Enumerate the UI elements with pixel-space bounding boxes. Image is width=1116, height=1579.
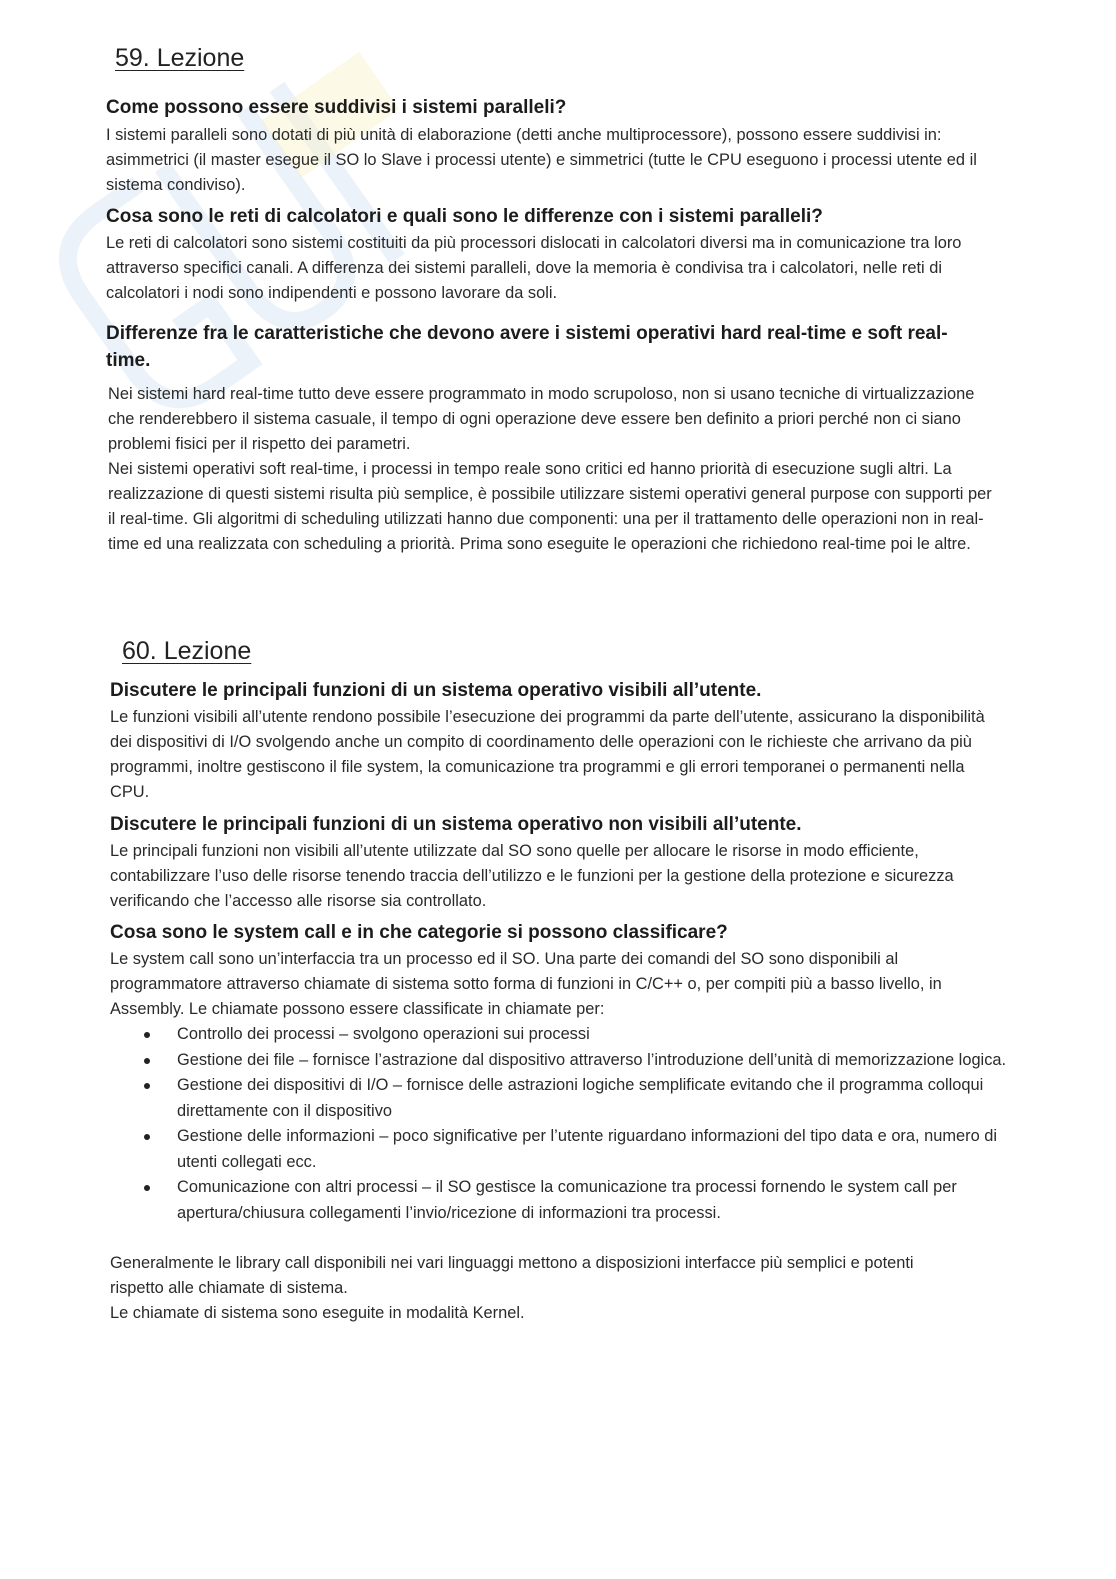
question-visible-functions: Discutere le principali funzioni di un sistema operativo visibili all’utente. bbox=[110, 680, 762, 701]
lesson-59-title: 59. Lezione bbox=[115, 44, 245, 72]
answer-hard-real-time: Nei sistemi hard real-time tutto deve essere programmato in modo scrupoloso, non si usano tecniche di virtualizzazione che renderebbero il sistema casuale, il tempo di ogni operazione deve essere ben definito a priori perché non ci siano problemi fisici per il rispetto dei parametri. bbox=[108, 385, 975, 453]
closing-library-calls: Generalmente le library call disponibili nei vari linguaggi mettono a disposizioni interfacce più semplici e potenti rispetto alle chiamate di sistema. bbox=[110, 1254, 914, 1297]
lesson-60-title: 60. Lezione bbox=[122, 637, 252, 665]
closing-kernel-mode: Le chiamate di sistema sono eseguite in modalità Kernel. bbox=[110, 1304, 525, 1322]
answer-visible-functions: Le funzioni visibili all’utente rendono possibile l’esecuzione dei programmi da parte dell’utente, assicurano la disponibilità dei dispositivi di I/O svolgendo anche un compito di coordinamento delle operazioni con le richieste che arrivano da più programmi, inoltre gestiscono il file system, la comunicazione tra programmi e gli errori temporanei o permanenti nella CPU. bbox=[110, 708, 985, 801]
answer-computer-networks: Le reti di calcolatori sono sistemi costituiti da più processori dislocati in calcolatori diversi ma in comunicazione tra loro attraverso specifici canali. A differenza dei sistemi paralleli, dove la memoria è condivisa tra i calcolatori, nelle reti di calcolatori i nodi sono indipendenti e possono lavorare da soli. bbox=[106, 234, 962, 302]
bullet-icon bbox=[144, 1083, 150, 1089]
list-item: Controllo dei processi – svolgono operazioni sui processi bbox=[177, 1022, 1012, 1048]
question-computer-networks: Cosa sono le reti di calcolatori e quali sono le differenze con i sistemi paralleli? bbox=[106, 206, 823, 227]
answer-system-calls: Le system call sono un’interfaccia tra un processo ed il SO. Una parte dei comandi del SO sono disponibili al programmatore attraverso chiamate di sistema sotto forma di funzioni in C/C++ o, per compiti più a basso livello, in Assembly. Le chiamate possono essere classificate in chiamate per: bbox=[110, 950, 942, 1018]
bullet-icon bbox=[144, 1185, 150, 1191]
bullet-icon bbox=[144, 1032, 150, 1038]
question-parallel-systems: Come possono essere suddivisi i sistemi paralleli? bbox=[106, 97, 567, 118]
list-item: Gestione dei dispositivi di I/O – fornisce delle astrazioni logiche semplificate evitando che il programma colloqui direttamente con il dispositivo bbox=[177, 1073, 1012, 1124]
bullet-icon bbox=[144, 1134, 150, 1140]
bullet-icon bbox=[144, 1058, 150, 1064]
answer-parallel-systems: I sistemi paralleli sono dotati di più unità di elaborazione (detti anche multiprocessore), possono essere suddivisi in: asimmetrici (il master esegue il SO lo Slave i processi utente) e simmetrici (tutte le CPU eseguono i processi utente ed il sistema condiviso). bbox=[106, 126, 977, 194]
question-system-calls: Cosa sono le system call e in che categorie si possono classificare? bbox=[110, 922, 728, 943]
question-non-visible-functions: Discutere le principali funzioni di un sistema operativo non visibili all’utente. bbox=[110, 814, 802, 835]
answer-non-visible-functions: Le principali funzioni non visibili all’utente utilizzate dal SO sono quelle per allocare le risorse in modo efficiente, contabilizzare l’uso delle risorse tenendo traccia dell’utilizzo e le funzioni per la gestione della protezione e sicurezza verificando che l’accesso alle risorse sia controllato. bbox=[110, 842, 954, 910]
system-call-categories-list bbox=[177, 1022, 1012, 1226]
answer-soft-real-time: Nei sistemi operativi soft real-time, i processi in tempo reale sono critici ed hanno priorità di esecuzione sugli altri. La realizzazione di questi sistemi risulta più semplice, è possibile utilizzare sistemi operativi general purpose con supporti per il real-time. Gli algoritmi di scheduling utilizzati hanno due componenti: una per il trattamento delle operazioni non in real-time ed una realizzata con scheduling a priorità. Prima sono eseguite le operazioni che richiedono real-time poi le altre. bbox=[108, 460, 992, 553]
list-item: Gestione dei file – fornisce l’astrazione dal dispositivo attraverso l’introduzione dell’unità di memorizzazione logica. bbox=[177, 1048, 1012, 1074]
list-item: Gestione delle informazioni – poco significative per l’utente riguardano informazioni del tipo data e ora, numero di utenti collegati ecc. bbox=[177, 1124, 1012, 1175]
question-real-time-differences: Differenze fra le caratteristiche che devono avere i sistemi operativi hard real-time e soft real-time. bbox=[106, 323, 948, 371]
list-item: Comunicazione con altri processi – il SO gestisce la comunicazione tra processi fornendo le system call per apertura/chiusura collegamenti l’invio/ricezione di informazioni tra processi. bbox=[177, 1175, 1012, 1226]
